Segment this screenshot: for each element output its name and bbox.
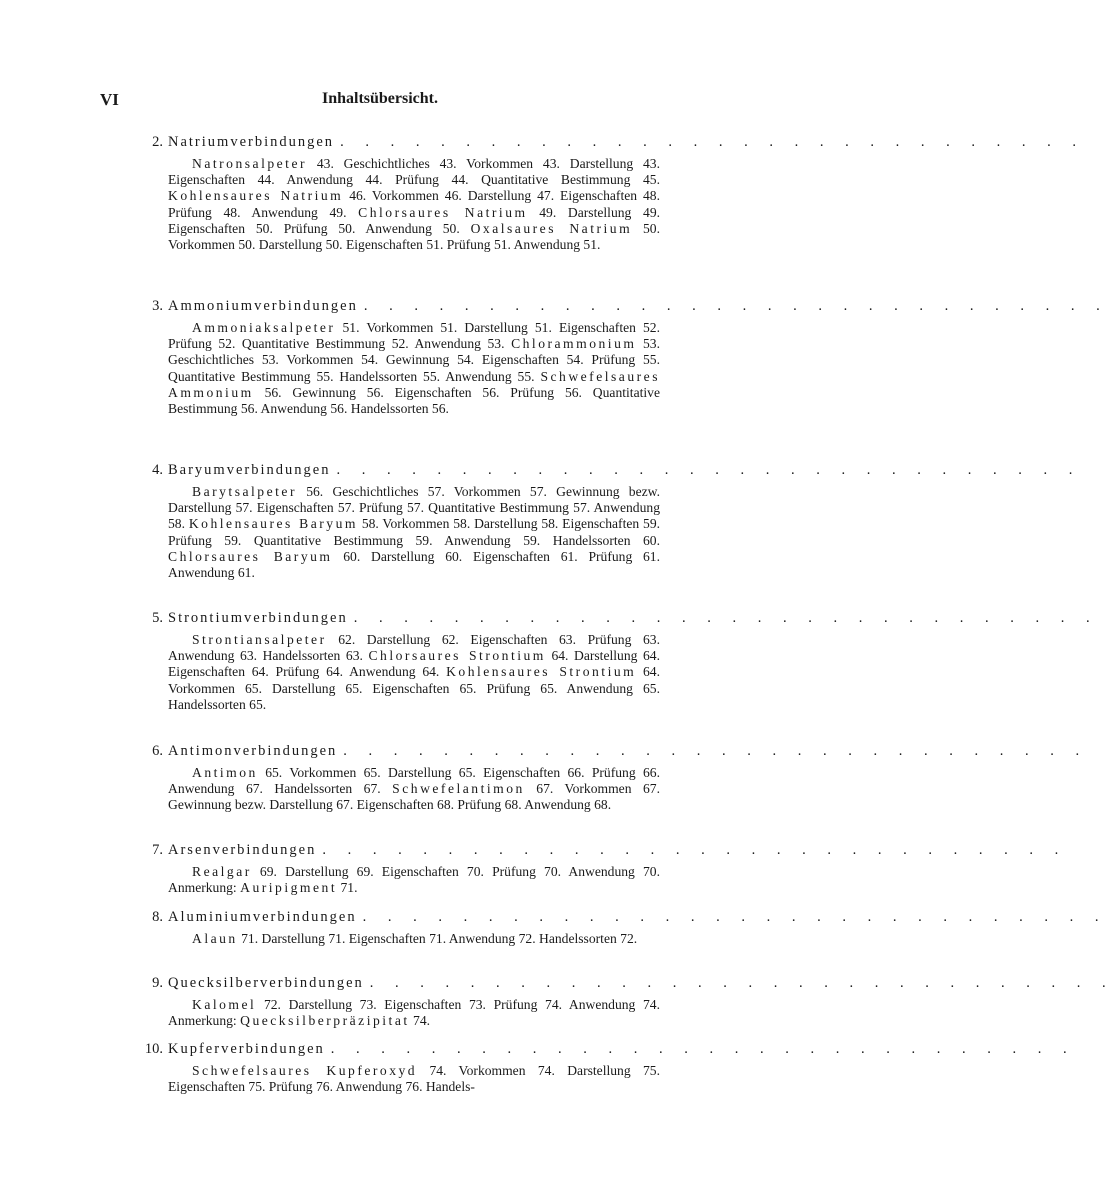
section-title: Quecksilberverbindungen	[168, 975, 364, 991]
running-head	[100, 90, 660, 112]
toc-section-ammonium	[130, 297, 1109, 417]
dot-leader: . . . . . . . . . . . . . . . . . . . . . . . . . . . . . .	[340, 134, 1085, 150]
section-entries	[168, 1063, 660, 1095]
entry-text: 67. Vorkommen 67. Gewinnung bezw. Darstellung 67. Eigenschaften 68. Prüfung 68. Anwendung 68.	[168, 781, 660, 813]
section-heading	[130, 908, 1108, 926]
section-title: Antimonverbindungen	[168, 743, 338, 759]
compound-name: Chlorammonium	[511, 336, 637, 352]
toc-section-antimon	[130, 742, 1089, 814]
entry-text: 56. Geschichtliches 57. Vorkommen 57. Gewinnung bezw. Darstellung 57. Eigenschaften 57. Prüfung 57. Quantitative Bestimmung 57. Anwendung 58.	[168, 484, 660, 532]
compound-name: Alaun	[192, 931, 238, 946]
section-number: 6.	[152, 743, 163, 759]
section-heading	[130, 461, 1082, 479]
section-title: Baryumverbindungen	[168, 462, 331, 478]
dot-leader: . . . . . . . . . . . . . . . . . . . . . . . . . . . . . .	[363, 298, 1109, 314]
entry-text: 43. Geschichtliches 43. Vorkommen 43. Darstellung 43. Eigenschaften 44. Anwendung 44. Prüfung 44. Quantitative Bestimmung 45.	[168, 156, 660, 188]
entry-text: 64. Vorkommen 65. Darstellung 65. Eigenschaften 65. Prüfung 65. Anwendung 65. Handelssorten 65.	[168, 664, 660, 712]
section-title: Kupferverbindungen	[168, 1041, 325, 1057]
entry-text: 46. Vorkommen 46. Darstellung 47. Eigenschaften 48. Prüfung 48. Anwendung 49.	[168, 188, 660, 220]
toc-section-aluminium	[130, 908, 1108, 947]
dot-leader: . . . . . . . . . . . . . . . . . . . . . . . . . . . . . .	[362, 909, 1108, 925]
entry-text: 65. Vorkommen 65. Darstellung 65. Eigenschaften 66. Prüfung 66. Anwendung 67. Handelssorten 67.	[168, 765, 660, 797]
entry-text: 51. Vorkommen 51. Darstellung 51. Eigenschaften 52. Prüfung 52. Quantitative Bestimmung 52. Anwendung 53.	[168, 320, 660, 352]
section-entries	[168, 320, 660, 417]
section-number: 2.	[152, 134, 163, 150]
compound-name: Auripigment	[240, 880, 338, 896]
dot-leader: . . . . . . . . . . . . . . . . . . . . . . . . . . . . . .	[343, 743, 1089, 759]
section-title: Ammoniumverbindungen	[168, 298, 358, 314]
toc-section-strontium	[130, 609, 1099, 713]
section-heading	[130, 297, 1109, 315]
section-number: 4.	[152, 462, 163, 478]
section-number: 3.	[152, 298, 163, 314]
toc-section-quecksilber	[130, 974, 1115, 1029]
toc-section-arsen	[130, 841, 1068, 896]
compound-name: Quecksilberpräzipitat	[240, 1013, 410, 1029]
entry-text: 60. Darstellung 60. Eigenschaften 61. Prüfung 61. Anwendung 61.	[168, 548, 660, 581]
section-heading	[130, 609, 1099, 627]
section-entries	[168, 997, 660, 1029]
section-title: Aluminiumverbindungen	[168, 909, 357, 925]
entry-text: 74. Vorkommen 74. Darstellung 75. Eigenschaften 75. Prüfung 76. Anwendung 76. Handels-	[168, 1063, 660, 1095]
entry-text: 62. Darstellung 62. Eigenschaften 63. Prüfung 63. Anwendung 63. Handelssorten 63.	[168, 632, 660, 664]
compound-name: Kohlensaures Natrium	[168, 188, 344, 204]
entry-text: 53. Geschichtliches 53. Vorkommen 54. Gewinnung 54. Eigenschaften 54. Prüfung 55. Quantitative Bestimmung 55. Handelssorten 55. Anwendung 55.	[168, 336, 661, 384]
dot-leader: . . . . . . . . . . . . . . . . . . . . . . . . . . . . . .	[322, 842, 1068, 858]
toc-section-baryum	[130, 461, 1082, 581]
compound-name: Chlorsaures Baryum	[168, 548, 333, 564]
compound-name: Kohlensaures Strontium	[446, 664, 637, 680]
compound-name: Kohlensaures Baryum	[188, 516, 358, 532]
compound-name: Strontiansalpeter	[192, 632, 327, 647]
section-entries	[168, 765, 660, 814]
compound-name: Natronsalpeter	[192, 156, 308, 171]
entry-text: 49. Darstellung 49. Eigenschaften 50. Prüfung 50. Anwendung 50.	[168, 204, 661, 236]
dot-leader: . . . . . . . . . . . . . . . . . . . . . . . . . . . . . .	[330, 1041, 1076, 1057]
entry-text: 69. Darstellung 69. Eigenschaften 70. Prüfung 70. Anwendung 70. Anmerkung:	[168, 864, 660, 896]
section-heading	[130, 742, 1089, 760]
entry-text: 64. Darstellung 64. Eigenschaften 64. Prüfung 64. Anwendung 64.	[168, 648, 660, 680]
entry-text: 50. Vorkommen 50. Darstellung 50. Eigenschaften 51. Prüfung 51. Anwendung 51.	[168, 220, 660, 253]
compound-name: Realgar	[192, 864, 252, 879]
toc-section-kupfer	[130, 1040, 1076, 1095]
compound-name: Oxalsaures Natrium	[470, 220, 633, 236]
section-entries	[168, 931, 660, 947]
compound-name: Kalomel	[192, 997, 257, 1012]
section-number: 9.	[152, 975, 163, 991]
section-entries	[168, 156, 660, 253]
compound-name: Barytsalpeter	[192, 484, 297, 499]
entry-text: 71. Darstellung 71. Eigenschaften 71. Anwendung 72. Handelssorten 72.	[237, 931, 638, 946]
section-number: 8.	[152, 909, 163, 925]
page-number: VI	[100, 90, 119, 109]
dot-leader: . . . . . . . . . . . . . . . . . . . . . . . . . . . . . .	[369, 975, 1115, 991]
compound-name: Chlorsaures Natrium	[358, 204, 528, 220]
compound-name: Schwefelsaures Kupferoxyd	[192, 1063, 418, 1078]
section-entries	[168, 632, 660, 713]
section-number: 10.	[144, 1041, 163, 1057]
section-entries	[168, 484, 660, 581]
compound-name: Chlorsaures Strontium	[368, 648, 546, 664]
compound-name: Schwefelsaures Ammonium	[168, 368, 660, 400]
entry-text: 58. Vorkommen 58. Darstellung 58. Eigenschaften 59. Prüfung 59. Quantitative Bestimmung 59. Anwendung 59. Handelssorten 60.	[168, 516, 661, 548]
section-title: Natriumverbindungen	[168, 134, 335, 150]
section-number: 7.	[152, 842, 163, 858]
running-title: Inhaltsübersicht.	[321, 90, 439, 107]
compound-name: Schwefelantimon	[392, 781, 525, 797]
dot-leader: . . . . . . . . . . . . . . . . . . . . . . . . . . . . . .	[336, 462, 1082, 478]
section-heading	[130, 974, 1115, 992]
compound-name: Ammoniaksalpeter	[192, 320, 336, 335]
entry-text: 71.	[337, 880, 358, 896]
section-heading	[130, 841, 1068, 859]
entry-text: 74.	[409, 1013, 431, 1029]
section-entries	[168, 864, 660, 896]
section-heading	[130, 1040, 1076, 1058]
section-title: Strontiumverbindungen	[168, 610, 348, 626]
compound-name: Antimon	[192, 765, 258, 780]
section-heading	[130, 133, 1085, 151]
dot-leader: . . . . . . . . . . . . . . . . . . . . . . . . . . . . . .	[353, 610, 1099, 626]
toc-section-natrium	[130, 133, 1085, 253]
section-number: 5.	[152, 610, 163, 626]
entry-text: 72. Darstellung 73. Eigenschaften 73. Prüfung 74. Anwendung 74. Anmerkung:	[168, 997, 660, 1029]
entry-text: 56. Gewinnung 56. Eigenschaften 56. Prüfung 56. Quantitative Bestimmung 56. Anwendung 56. Handelssorten 56.	[168, 384, 660, 417]
section-title: Arsenverbindungen	[168, 842, 317, 858]
